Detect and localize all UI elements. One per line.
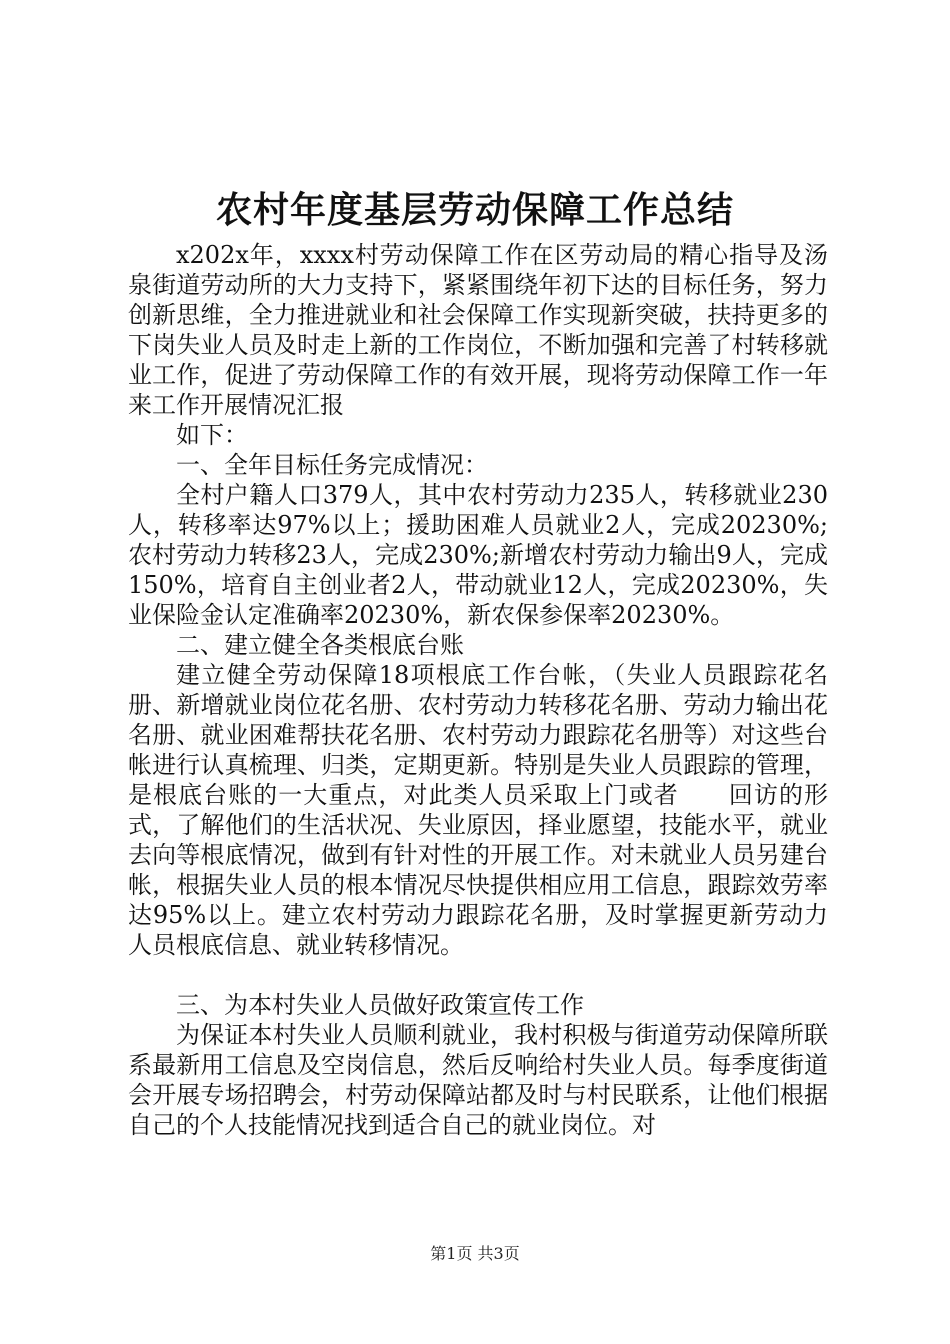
section-2-body: 建立健全劳动保障18项根底工作台帐，（失业人员跟踪花名册、新增就业岗位花名册、农村劳动力转移花名册、劳动力输出花名册、就业困难帮扶花名册、农村劳动力跟踪花名册等）对这些台帐进行认真梳理、归类，定期更新。特别是失业人员跟踪的管理，是根底台账的一大重点，对此类人员采取上门或者 回访的形式，了解他们的生活状况、失业原因，择业愿望，技能水平，就业去向等根底情况，做到有针对性的开展工作。对未就业人员另建台帐，根据失业人员的根本情况尽快提供相应用工信息，跟踪效劳率达95%以上。建立农村劳动力跟踪花名册，及时掌握更新劳动力人员根底信息、就业转移情况。 bbox=[128, 661, 828, 959]
page-number-footer: 第1页 共3页 bbox=[430, 1244, 520, 1263]
section-2-heading: 二、建立健全各类根底台账 bbox=[176, 631, 464, 659]
section-1-body: 全村户籍人口379人，其中农村劳动力235人，转移就业230人，转移率达97%以上；援助困难人员就业2人，完成20230%;农村劳动力转移23人，完成230%;新增农村劳动力输出9人，完成150%，培育自主创业者2人，带动就业12人，完成20230%，失业保险金认定准确率20230%，新农保参保率20230%。 bbox=[128, 481, 828, 629]
paragraph-gap bbox=[128, 960, 828, 990]
section-3-body: 为保证本村失业人员顺利就业，我村积极与街道劳动保障所联系最新用工信息及空岗信息，然后反响给村失业人员。每季度街道会开展专场招聘会，村劳动保障站都及时与村民联系，让他们根据自己的个人技能情况找到适合自己的就业岗位。对 bbox=[128, 1021, 828, 1139]
document-body bbox=[128, 240, 828, 1140]
section-3-heading: 三、为本村失业人员做好政策宣传工作 bbox=[176, 991, 584, 1019]
paragraph-intro-continued: 如下： bbox=[176, 421, 248, 449]
section-1-heading: 一、全年目标任务完成情况： bbox=[176, 451, 488, 479]
document-title: 农村年度基层劳动保障工作总结 bbox=[215, 189, 734, 231]
paragraph-intro: x202x年，xxxx村劳动保障工作在区劳动局的精心指导及汤泉街道劳动所的大力支持下，紧紧围绕年初下达的目标任务，努力创新思维，全力推进就业和社会保障工作实现新突破，扶持更多的下岗失业人员及时走上新的工作岗位，不断加强和完善了村转移就业工作，促进了劳动保障工作的有效开展，现将劳动保障工作一年来工作开展情况汇报 bbox=[128, 241, 828, 419]
